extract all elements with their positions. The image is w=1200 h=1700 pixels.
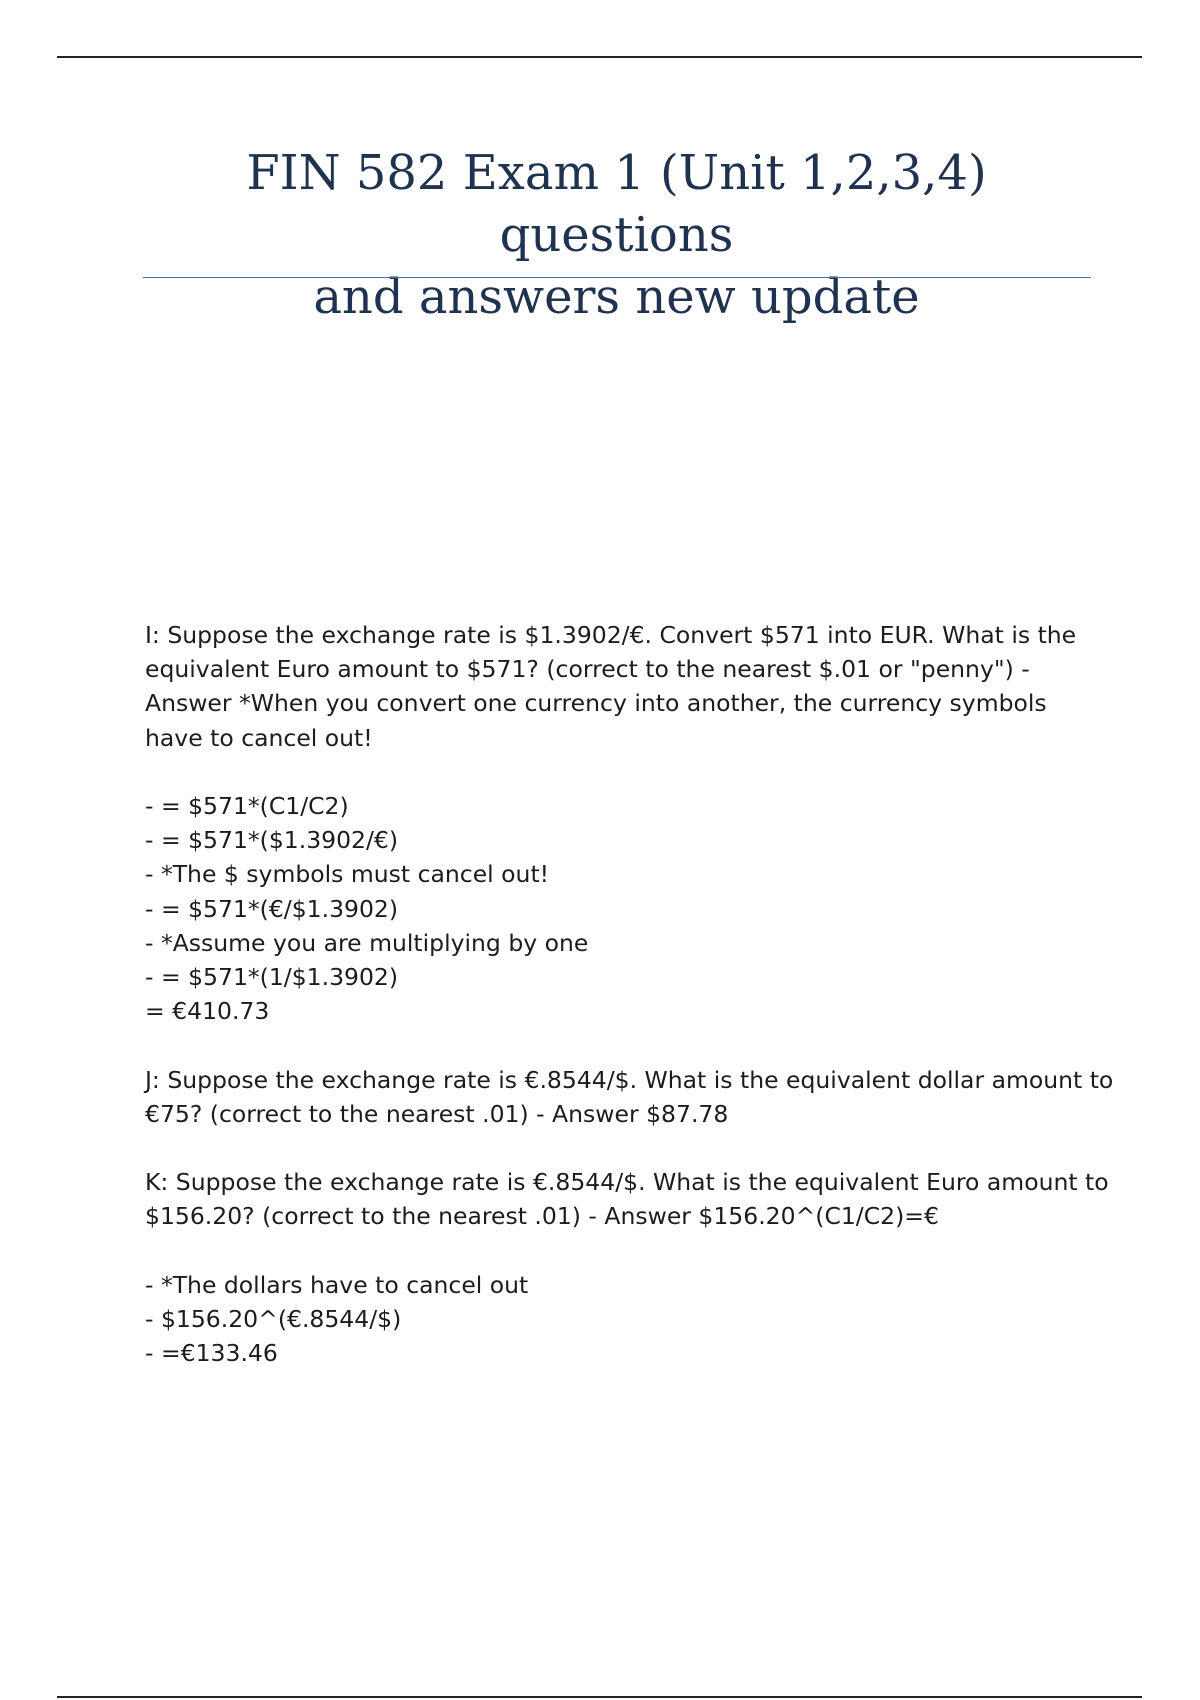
solution-step: - = $571*($1.3902/€) (145, 826, 399, 855)
document-title-line: and answers new update (313, 269, 920, 325)
solution-step: - = $571*(C1/C2) (145, 792, 349, 820)
question-i-text-line: have to cancel out! (145, 723, 373, 752)
question-j-text-line: €75? (correct to the nearest .01) - Answer $87.78 (145, 1099, 729, 1128)
title-underline (143, 277, 1091, 278)
question-i (145, 618, 1095, 755)
solution-step: - $156.20^(€.8544/$) (145, 1305, 402, 1333)
solution-result: - =€133.46 (145, 1339, 278, 1368)
question-j (145, 1063, 1114, 1131)
solution-step: - *The $ symbols must cancel out! (145, 860, 550, 889)
question-i-text-line: equivalent Euro amount to $571? (correct to the nearest $.01 or "penny") - (145, 655, 1030, 684)
page-bottom-rule (57, 1696, 1142, 1698)
solution-step: - *Assume you are multiplying by one (145, 928, 589, 957)
question-k-text-line: $156.20? (correct to the nearest .01) - Answer $156.20^(C1/C2)=€ (145, 1202, 939, 1231)
document-title-line: FIN 582 Exam 1 (Unit 1,2,3,4) questions (246, 145, 987, 263)
solution-step: - = $571*(€/$1.3902) (145, 894, 399, 923)
question-i-text-line: Answer *When you convert one currency into another, the currency symbols (145, 689, 1047, 718)
question-k-solution-steps (145, 1268, 1095, 1371)
solution-step: - = $571*(1/$1.3902) (145, 963, 399, 992)
document-body (145, 618, 1114, 1405)
question-i-solution-steps (145, 789, 1095, 1028)
question-i-text-line: I: Suppose the exchange rate is $1.3902/€. Convert $571 into EUR. What is the (145, 621, 1077, 649)
question-k-text-line: K: Suppose the exchange rate is €.8544/$. What is the equivalent Euro amount to (145, 1168, 1109, 1197)
document-title (143, 142, 1090, 328)
solution-step: - *The dollars have to cancel out (145, 1270, 529, 1299)
question-k (145, 1165, 1109, 1233)
question-j-text-line: J: Suppose the exchange rate is €.8544/$. What is the equivalent dollar amount to (145, 1065, 1114, 1094)
solution-result: = €410.73 (145, 997, 270, 1026)
page-top-rule (57, 56, 1142, 58)
